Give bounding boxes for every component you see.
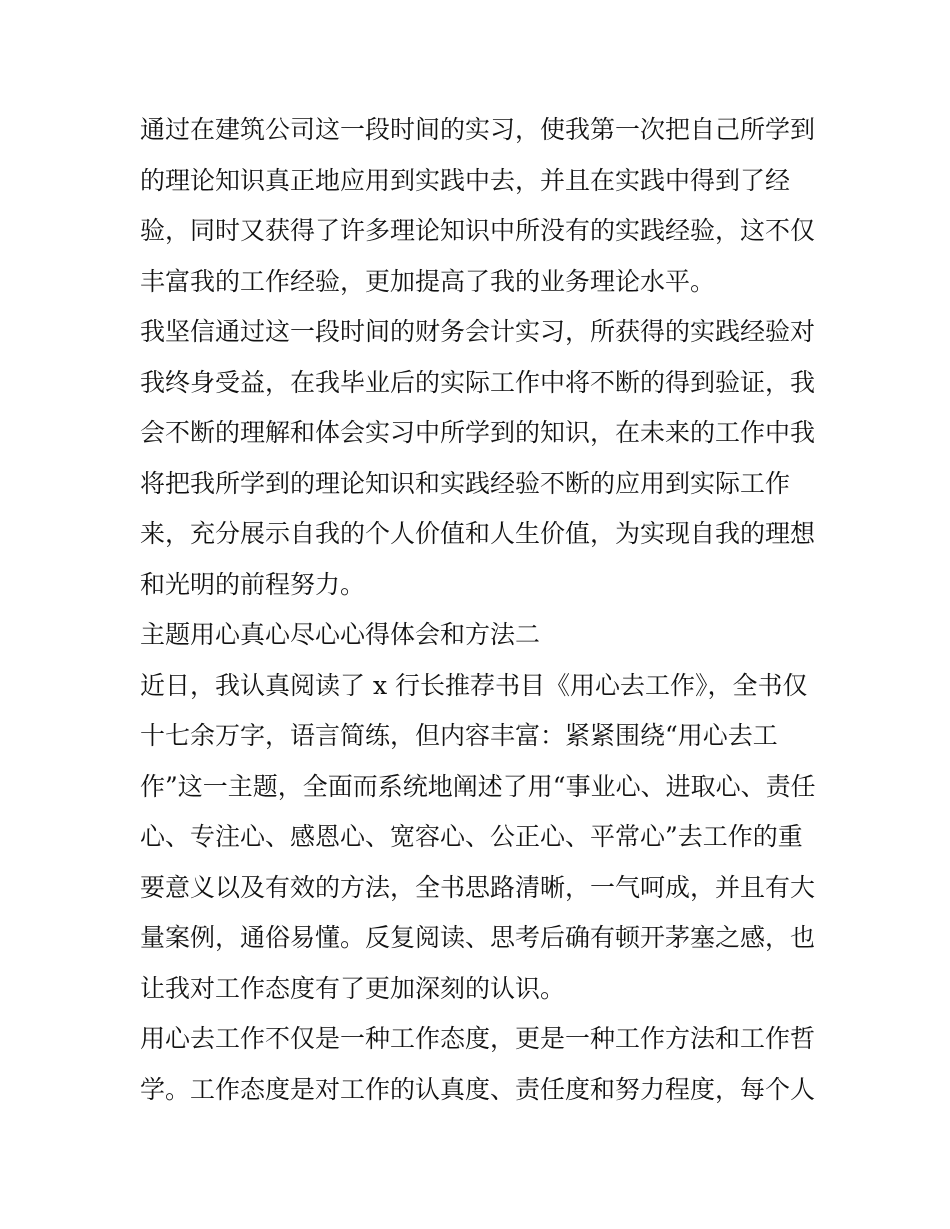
- text-line: 来，充分展示自我的个人价值和人生价值，为实现自我的理想: [140, 519, 816, 548]
- text-line: 量案例，通俗易懂。反复阅读、思考后确有顿开茅塞之感，也: [140, 923, 816, 952]
- text-line: 会不断的理解和体会实习中所学到的知识，在未来的工作中我: [140, 418, 816, 447]
- text-line: 近日，我认真阅读了 x 行长推荐书目《用心去工作》，全书仅: [140, 670, 808, 700]
- text-line: 要意义以及有效的方法，全书思路清晰，一气呵成，并且有大: [140, 872, 816, 902]
- text-line: 验，同时又获得了许多理论知识中所没有的实践经验，这不仅: [140, 216, 816, 245]
- text-line: 我坚信通过这一段时间的财务会计实习，所获得的实践经验对: [140, 317, 816, 346]
- text-line: 通过在建筑公司这一段时间的实习，使我第一次把自己所学到: [140, 115, 816, 144]
- text-line: 我终身受益，在我毕业后的实际工作中将不断的得到验证，我: [140, 367, 816, 397]
- text-line: 学。工作态度是对工作的认真度、责任度和努力程度，每个人: [140, 1074, 816, 1104]
- text-line: 将把我所学到的理论知识和实践经验不断的应用到实际工作: [140, 468, 791, 498]
- section-heading: 主题用心真心尽心心得体会和方法二: [140, 620, 541, 649]
- text-line: 和光明的前程努力。: [140, 569, 366, 599]
- text-line: 用心去工作不仅是一种工作态度，更是一种工作方法和工作哲: [140, 1024, 816, 1053]
- text-line: 的理论知识真正地应用到实践中去，并且在实践中得到了经: [140, 165, 791, 195]
- text-line: 作”这一主题，全面而系统地阐述了用“事业心、进取心、责任: [140, 771, 816, 801]
- text-line: 让我对工作态度有了更加深刻的认识。: [140, 973, 566, 1003]
- text-line: 十七余万字，语言简练，但内容丰富：紧紧围绕“用心去工: [140, 721, 778, 750]
- text-line: 丰富我的工作经验，更加提高了我的业务理论水平。: [140, 266, 716, 296]
- document-body: [140, 105, 820, 1115]
- text-line: 心、专注心、感恩心、宽容心、公正心、平常心”去工作的重: [140, 822, 803, 851]
